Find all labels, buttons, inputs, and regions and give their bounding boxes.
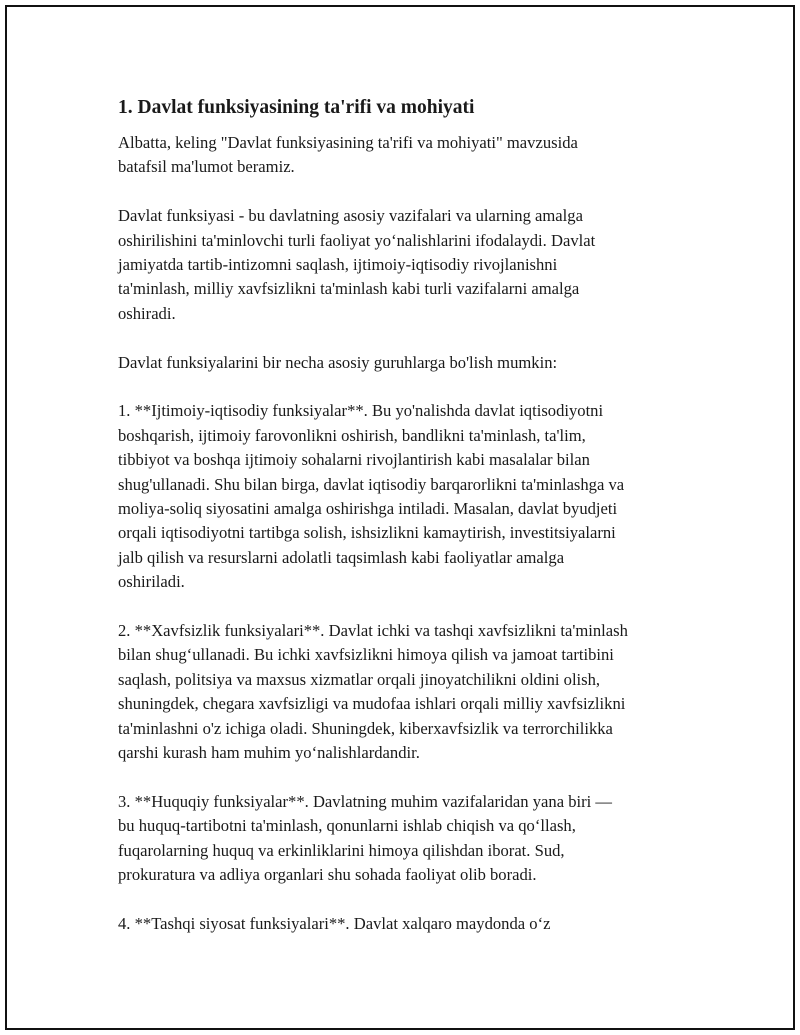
text-line: oshiriladi.: [118, 572, 185, 592]
text-line: jamiyatda tartib-intizomni saqlash, ijtimoiy-iqtisodiy rivojlanishni: [118, 255, 558, 275]
text-line: fuqarolarning huquq va erkinliklarini himoya qilishdan iborat. Sud,: [118, 840, 565, 860]
legal-paragraph: [118, 790, 690, 888]
definition-paragraph: [118, 204, 690, 326]
foreign-policy-paragraph: [118, 912, 690, 936]
text-line: prokuratura va adliya organlari shu sohada faoliyat olib boradi.: [118, 865, 537, 885]
text-line: ta'minlash, milliy xavfsizlikni ta'minlash kabi turli vazifalarni amalga: [118, 279, 580, 299]
groups-intro-paragraph: [118, 351, 690, 375]
text-line: shuningdek, chegara xavfsizligi va mudofaa ishlari orqali milliy xavfsizlikni: [118, 694, 626, 714]
socio-economic-paragraph: [118, 399, 690, 594]
text-line: oshiradi.: [118, 303, 176, 323]
document-title: 1. Davlat funksiyasining ta'rifi va mohiyati: [118, 97, 475, 118]
intro-paragraph: [118, 131, 690, 180]
text-line: qarshi kurash ham muhim yo‘nalishlardandir.: [118, 743, 420, 763]
text-line: 1. **Ijtimoiy-iqtisodiy funksiyalar**. Bu yo'nalishda davlat iqtisodiyotni: [118, 401, 604, 421]
text-line: saqlash, politsiya va maxsus xizmatlar orqali jinoyatchilikni oldini olish,: [118, 669, 601, 689]
text-line: 4. **Tashqi siyosat funksiyalari**. Davlat xalqaro maydonda o‘z: [118, 913, 551, 933]
text-line: jalb qilish va resurslarni adolatli taqsimlash kabi faoliyatlar amalga: [118, 547, 565, 567]
text-line: 3. **Huquqiy funksiyalar**. Davlatning muhim vazifalaridan yana biri —: [118, 791, 613, 811]
text-line: boshqarish, ijtimoiy farovonlikni oshirish, bandlikni ta'minlash, ta'lim,: [118, 425, 586, 445]
security-paragraph: [118, 619, 690, 765]
text-line: Davlat funksiyalarini bir necha asosiy guruhlarga bo'lish mumkin:: [118, 352, 558, 372]
text-line: 2. **Xavfsizlik funksiyalari**. Davlat ichki va tashqi xavfsizlikni ta'minlash: [118, 621, 628, 641]
text-line: bu huquq-tartibotni ta'minlash, qonunlarni ishlab chiqish va qo‘llash,: [118, 816, 576, 836]
text-line: moliya-soliq siyosatini amalga oshirishga intiladi. Masalan, davlat byudjeti: [118, 499, 618, 519]
text-line: tibbiyot va boshqa ijtimoiy sohalarni rivojlantirish kabi masalalar bilan: [118, 450, 590, 470]
text-line: oshirilishini ta'minlovchi turli faoliyat yo‘nalishlarini ifodalaydi. Davlat: [118, 230, 596, 250]
text-line: Davlat funksiyasi - bu davlatning asosiy vazifalari va ularning amalga: [118, 206, 583, 226]
text-line: Albatta, keling "Davlat funksiyasining ta'rifi va mohiyati" mavzusida: [118, 133, 578, 152]
text-line: bilan shug‘ullanadi. Bu ichki xavfsizlikni himoya qilish va jamoat tartibini: [118, 645, 614, 665]
text-line: ta'minlashni o'z ichiga oladi. Shuningdek, kiberxavfsizlik va terrorchilikka: [118, 718, 613, 738]
text-line: batafsil ma'lumot beramiz.: [118, 157, 295, 177]
document-body: [118, 95, 690, 961]
text-line: orqali iqtisodiyotni tartibga solish, ishsizlikni kamaytirish, investitsiyalarni: [118, 523, 616, 543]
text-line: shug'ullanadi. Shu bilan birga, davlat iqtisodiy barqarorlikni ta'minlashga va: [118, 474, 625, 494]
